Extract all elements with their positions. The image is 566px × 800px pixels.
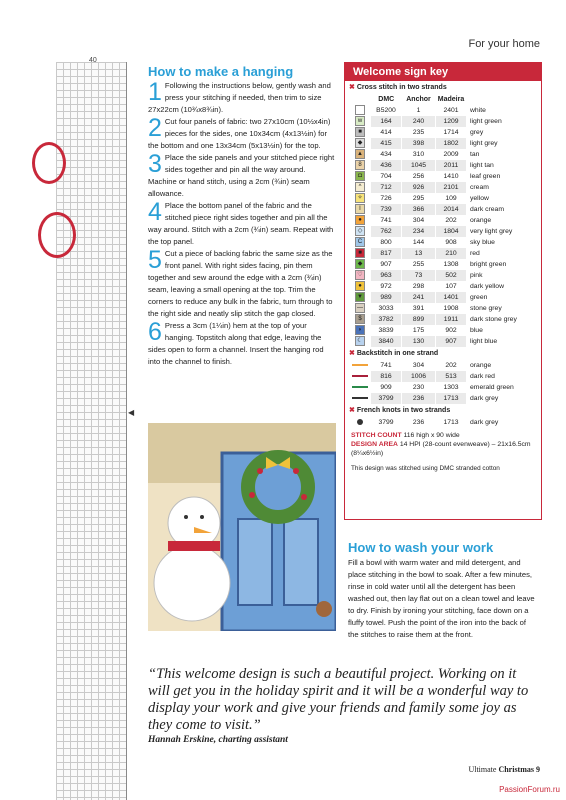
anchor-cell: 298: [402, 281, 436, 292]
hanging-steps: [148, 80, 336, 368]
table-row: [349, 204, 540, 215]
stitch-symbol-icon: ✧: [355, 193, 365, 203]
french-knot-table: [349, 417, 540, 428]
color-name-cell: light tan: [470, 162, 494, 169]
color-name-cell: dark red: [470, 373, 495, 380]
stitch-symbol-icon: ◗: [355, 325, 365, 335]
column-header: Madeira: [437, 96, 465, 103]
madeira-cell: 1908: [436, 303, 467, 314]
dmc-cell: 741: [371, 360, 402, 371]
step-number: 6: [148, 318, 162, 346]
color-name-cell: tan: [470, 151, 480, 158]
dmc-cell: 712: [371, 182, 402, 193]
madeira-cell: 902: [436, 325, 467, 336]
step-text: Place the side panels and your stitched piece right sides together and pin all the way around. Machine or hand stitch, using a 2cm (¾in) seam allowance.: [148, 153, 335, 198]
table-row: [349, 417, 540, 428]
anchor-cell: 256: [402, 171, 436, 182]
french-knot-icon: [357, 419, 363, 425]
step-text: Cut four panels of fabric: two 27x10cm (10½x4in) pieces for the sides, one 10x34cm (4x13½in) for the bottom and one 13x34cm (5x13½in) for the top.: [148, 117, 331, 150]
column-header: Anchor: [406, 96, 431, 103]
table-row: [349, 127, 540, 138]
madeira-cell: 107: [436, 281, 467, 292]
color-name-cell: cream: [470, 184, 489, 191]
cross-stitch-chart: [56, 62, 127, 800]
step-text: Press a 3cm (1¼in) hem at the top of your hanging. Topstitch along that edge, leaving the sides open to form a channel. Insert the hanging rod into the channel to finish.: [148, 321, 324, 366]
madeira-cell: 1911: [436, 314, 467, 325]
madeira-cell: 2014: [436, 204, 467, 215]
anchor-cell: 1006: [402, 371, 436, 382]
symbol-cell: [349, 237, 371, 248]
table-row: [349, 325, 540, 336]
dmc-cell: 3839: [371, 325, 402, 336]
anchor-cell: 391: [402, 303, 436, 314]
table-row: [349, 270, 540, 281]
stitch-symbol-icon: $: [355, 314, 365, 324]
cross-stitch-table: [349, 94, 540, 347]
page-footer: [468, 765, 540, 774]
table-row: [349, 171, 540, 182]
color-name-cell: light green: [470, 118, 502, 125]
stitch-symbol-icon: ♡: [355, 270, 365, 280]
table-row: [349, 314, 540, 325]
symbol-cell: [349, 171, 371, 182]
madeira-cell: 2011: [436, 160, 467, 171]
madeira-cell: 1410: [436, 171, 467, 182]
symbol-cell: [349, 314, 371, 325]
french-knot-heading: [345, 404, 541, 417]
anchor-cell: 926: [402, 182, 436, 193]
color-name-cell: grey: [470, 129, 484, 136]
table-row: [349, 382, 540, 393]
stitch-symbol-icon: ^: [355, 182, 365, 192]
backstitch-heading: [345, 347, 541, 360]
dmc-cell: 3840: [371, 336, 402, 347]
madeira-cell: 202: [436, 215, 467, 226]
table-row: [349, 149, 540, 160]
anchor-cell: 1: [402, 105, 436, 116]
anchor-cell: 175: [402, 325, 436, 336]
cross-icon: ✖: [349, 407, 355, 414]
color-name-cell: pink: [470, 272, 483, 279]
color-name-cell: leaf green: [470, 173, 501, 180]
madeira-cell: 202: [436, 360, 467, 371]
madeira-cell: 1209: [436, 116, 467, 127]
table-row: [349, 336, 540, 347]
symbol-cell: [349, 336, 371, 347]
stitched-design-photo: [148, 423, 336, 631]
dmc-cell: 3799: [371, 393, 402, 404]
watermark: PassionForum.ru: [499, 785, 560, 794]
step-text: Place the bottom panel of the fabric and the stitched piece right sides together and pin all the way around. Stitch with a 2cm (¾in) seam. Repeat with the top panel.: [148, 201, 334, 246]
dmc-cell: 972: [371, 281, 402, 292]
step: [148, 200, 336, 248]
madeira-cell: 502: [436, 270, 467, 281]
step: [148, 80, 336, 116]
symbol-cell: [349, 292, 371, 303]
table-row: [349, 259, 540, 270]
anchor-cell: 366: [402, 204, 436, 215]
symbol-cell: [349, 382, 371, 393]
symbol-cell: [349, 116, 371, 127]
chart-red-heart: [32, 142, 66, 184]
stitch-symbol-icon: [355, 105, 365, 115]
chart-red-heart: [38, 212, 76, 258]
madeira-cell: 1303: [436, 382, 467, 393]
symbol-cell: [349, 360, 371, 371]
symbol-cell: [349, 105, 371, 116]
anchor-cell: 398: [402, 138, 436, 149]
issue-name: Christmas: [498, 765, 534, 774]
key-title: Welcome sign key: [345, 63, 541, 81]
table-row: [349, 193, 540, 204]
symbol-cell: [349, 371, 371, 382]
madeira-cell: 109: [436, 193, 467, 204]
symbol-column-header: [349, 94, 371, 105]
anchor-cell: 230: [402, 382, 436, 393]
color-name-cell: sky blue: [470, 239, 495, 246]
anchor-cell: 240: [402, 116, 436, 127]
madeira-cell: 1401: [436, 292, 467, 303]
color-name-cell: dark yellow: [470, 283, 504, 290]
table-row: [349, 160, 540, 171]
step: [148, 320, 336, 368]
wash-title: How to wash your work: [348, 540, 494, 555]
table-row: [349, 371, 540, 382]
step: [148, 152, 336, 200]
chart-column-number: 40: [89, 57, 97, 64]
color-name-cell: very light grey: [470, 228, 513, 235]
cross-icon: ✖: [349, 350, 355, 357]
anchor-cell: 255: [402, 259, 436, 270]
table-row: [349, 105, 540, 116]
step-number: 3: [148, 150, 162, 178]
color-name-cell: orange: [470, 362, 492, 369]
anchor-cell: 899: [402, 314, 436, 325]
step-number: 4: [148, 198, 162, 226]
name-column-header: [467, 94, 541, 105]
table-row: [349, 116, 540, 127]
dmc-cell: 415: [371, 138, 402, 149]
dmc-cell: 817: [371, 248, 402, 259]
dmc-cell: 909: [371, 382, 402, 393]
stitch-symbol-icon: ■: [355, 248, 365, 258]
anchor-cell: 236: [402, 393, 436, 404]
table-row: [349, 138, 540, 149]
color-name-cell: yellow: [470, 195, 489, 202]
chart-center-arrow-icon: ◀: [128, 408, 135, 417]
stitch-symbol-icon: ◆: [355, 259, 365, 269]
cross-icon: ✖: [349, 84, 355, 91]
anchor-cell: 235: [402, 127, 436, 138]
color-name-cell: dark grey: [470, 419, 499, 426]
dmc-cell: 704: [371, 171, 402, 182]
color-name-cell: emerald green: [470, 384, 514, 391]
anchor-cell: 130: [402, 336, 436, 347]
anchor-cell: 241: [402, 292, 436, 303]
stitch-symbol-icon: C: [355, 237, 365, 247]
step: [148, 248, 336, 320]
symbol-cell: [349, 248, 371, 259]
dmc-cell: 963: [371, 270, 402, 281]
madeira-cell: 1804: [436, 226, 467, 237]
magazine-name: Ultimate: [468, 765, 497, 774]
color-name-cell: green: [470, 294, 488, 301]
anchor-cell: 310: [402, 149, 436, 160]
dmc-cell: 741: [371, 215, 402, 226]
cross-stitch-heading: [345, 81, 541, 94]
step-text: Following the instructions below, gently wash and press your stitching if needed, then trim to size 27x22cm (10¾x8¾in).: [148, 81, 331, 114]
stitch-symbol-icon: 8: [355, 160, 365, 170]
step: [148, 116, 336, 152]
madeira-cell: 907: [436, 336, 467, 347]
stitch-key: [344, 62, 542, 520]
anchor-cell: 234: [402, 226, 436, 237]
backstitch-line-icon: [352, 375, 368, 377]
color-name-cell: red: [470, 250, 480, 257]
color-name-cell: stone grey: [470, 305, 502, 312]
design-area-label: DESIGN AREA: [351, 441, 398, 448]
color-name-cell: blue: [470, 327, 483, 334]
dmc-cell: 989: [371, 292, 402, 303]
stitch-symbol-icon: ☾: [355, 336, 365, 346]
cross-stitch-heading-text: Cross stitch in two strands: [356, 84, 447, 91]
symbol-cell: [349, 393, 371, 404]
dmc-cell: 739: [371, 204, 402, 215]
anchor-cell: 13: [402, 248, 436, 259]
symbol-cell: [349, 325, 371, 336]
column-header: DMC: [378, 96, 395, 103]
stitch-symbol-icon: I: [355, 204, 365, 214]
wash-instructions: Fill a bowl with warm water and mild detergent, and place stitching in the bowl to soak. After a few minutes, rinse in cold water until all the detergent has been washed out, then lay flat out on a clean towel and leave to dry. Finish by ironing your stitching, face down on a fluffy towel. Push the point of the iron into the back of the stitches to raise them at the front.: [348, 558, 535, 639]
madeira-cell: 1714: [436, 127, 467, 138]
symbol-cell: [349, 215, 371, 226]
key-note: This design was stitched using DMC stranded cotton: [351, 465, 500, 472]
symbol-cell: [349, 149, 371, 160]
madeira-cell: 210: [436, 248, 467, 259]
color-name-cell: light blue: [470, 338, 498, 345]
anchor-cell: 73: [402, 270, 436, 281]
table-row: [349, 248, 540, 259]
symbol-cell: [349, 303, 371, 314]
color-name-cell: bright green: [470, 261, 507, 268]
dmc-cell: 3799: [371, 417, 402, 428]
madeira-cell: 2009: [436, 149, 467, 160]
design-area: [351, 440, 535, 458]
step-number: 2: [148, 114, 162, 142]
anchor-cell: 295: [402, 193, 436, 204]
anchor-cell: 304: [402, 215, 436, 226]
color-name-cell: dark grey: [470, 395, 499, 402]
dmc-cell: 762: [371, 226, 402, 237]
color-name-cell: light grey: [470, 140, 498, 147]
stitch-count-label: STITCH COUNT: [351, 432, 402, 439]
stitch-symbol-icon: ▼: [355, 292, 365, 302]
madeira-cell: 2401: [436, 105, 467, 116]
anchor-cell: 144: [402, 237, 436, 248]
dmc-cell: 726: [371, 193, 402, 204]
stitch-count-value: 116 high x 90 wide: [403, 432, 460, 439]
color-name-cell: dark stone grey: [470, 316, 517, 323]
symbol-cell: [349, 193, 371, 204]
symbol-cell: [349, 127, 371, 138]
stitch-count: [351, 431, 535, 440]
table-header: [349, 94, 540, 105]
dmc-cell: B5200: [371, 105, 402, 116]
color-name-cell: dark cream: [470, 206, 504, 213]
key-footer: [345, 428, 541, 476]
stitch-symbol-icon: ■: [355, 127, 365, 137]
symbol-cell: [349, 138, 371, 149]
stitch-symbol-icon: w: [355, 116, 365, 126]
dmc-cell: 816: [371, 371, 402, 382]
table-row: [349, 237, 540, 248]
stitch-symbol-icon: ●: [355, 281, 365, 291]
madeira-cell: 908: [436, 237, 467, 248]
symbol-cell: [349, 270, 371, 281]
table-row: [349, 360, 540, 371]
dmc-cell: 3782: [371, 314, 402, 325]
stitch-symbol-icon: ▲: [355, 149, 365, 159]
color-name-cell: orange: [470, 217, 492, 224]
anchor-cell: 1045: [402, 160, 436, 171]
symbol-cell: [349, 417, 371, 428]
stitch-symbol-icon: ◇: [355, 226, 365, 236]
dmc-cell: 3033: [371, 303, 402, 314]
color-name-cell: white: [470, 107, 486, 114]
backstitch-heading-text: Backstitch in one strand: [356, 350, 439, 357]
table-row: [349, 281, 540, 292]
step-number: 1: [148, 78, 162, 106]
pull-quote: “This welcome design is such a beautiful project. Working on it will get you in the holiday spirit and it will be a wonderful way to display your work and give your friends and family some joy as they come to visit.”: [148, 666, 529, 733]
page-number: 9: [536, 765, 540, 774]
dmc-cell: 436: [371, 160, 402, 171]
dmc-cell: 164: [371, 116, 402, 127]
step-text: Cut a piece of backing fabric the same size as the front panel. With right sides facing, pin them together and sew around the edge with a 2cm (¾in) seam, leaving a small opening at the top. Trim the corners to reduce any bulk in the fabric, turn through to the right side and neatly slip stitch the gap closed.: [148, 249, 333, 318]
dmc-cell: 414: [371, 127, 402, 138]
table-row: [349, 182, 540, 193]
symbol-cell: [349, 160, 371, 171]
backstitch-line-icon: [352, 386, 368, 388]
section-header: For your home: [468, 38, 540, 50]
madeira-cell: 513: [436, 371, 467, 382]
dmc-cell: 800: [371, 237, 402, 248]
table-row: [349, 215, 540, 226]
madeira-cell: 1308: [436, 259, 467, 270]
table-row: [349, 303, 540, 314]
anchor-cell: 304: [402, 360, 436, 371]
stitch-symbol-icon: ◆: [355, 138, 365, 148]
table-row: [349, 226, 540, 237]
anchor-cell: 236: [402, 417, 436, 428]
symbol-cell: [349, 204, 371, 215]
table-row: [349, 393, 540, 404]
backstitch-line-icon: [352, 397, 368, 399]
dmc-cell: 434: [371, 149, 402, 160]
backstitch-line-icon: [352, 364, 368, 366]
hanging-title: How to make a hanging: [148, 64, 294, 79]
symbol-cell: [349, 259, 371, 270]
french-knot-heading-text: French knots in two strands: [356, 407, 451, 414]
quote-attribution: Hannah Erskine, charting assistant: [148, 735, 288, 745]
stitch-symbol-icon: ◘: [355, 171, 365, 181]
madeira-cell: 1802: [436, 138, 467, 149]
symbol-cell: [349, 182, 371, 193]
madeira-cell: 1713: [436, 393, 467, 404]
design-area-value: 14 HPI (28-count evenweave) – 21x16.5cm (8¼x6½in): [351, 441, 531, 457]
table-row: [349, 292, 540, 303]
dmc-cell: 907: [371, 259, 402, 270]
step-number: 5: [148, 246, 162, 274]
stitch-symbol-icon: —: [357, 305, 363, 312]
madeira-cell: 1713: [436, 417, 467, 428]
symbol-cell: [349, 281, 371, 292]
madeira-cell: 2101: [436, 182, 467, 193]
backstitch-table: [349, 360, 540, 404]
symbol-cell: [349, 226, 371, 237]
stitch-symbol-icon: ●: [355, 215, 365, 225]
